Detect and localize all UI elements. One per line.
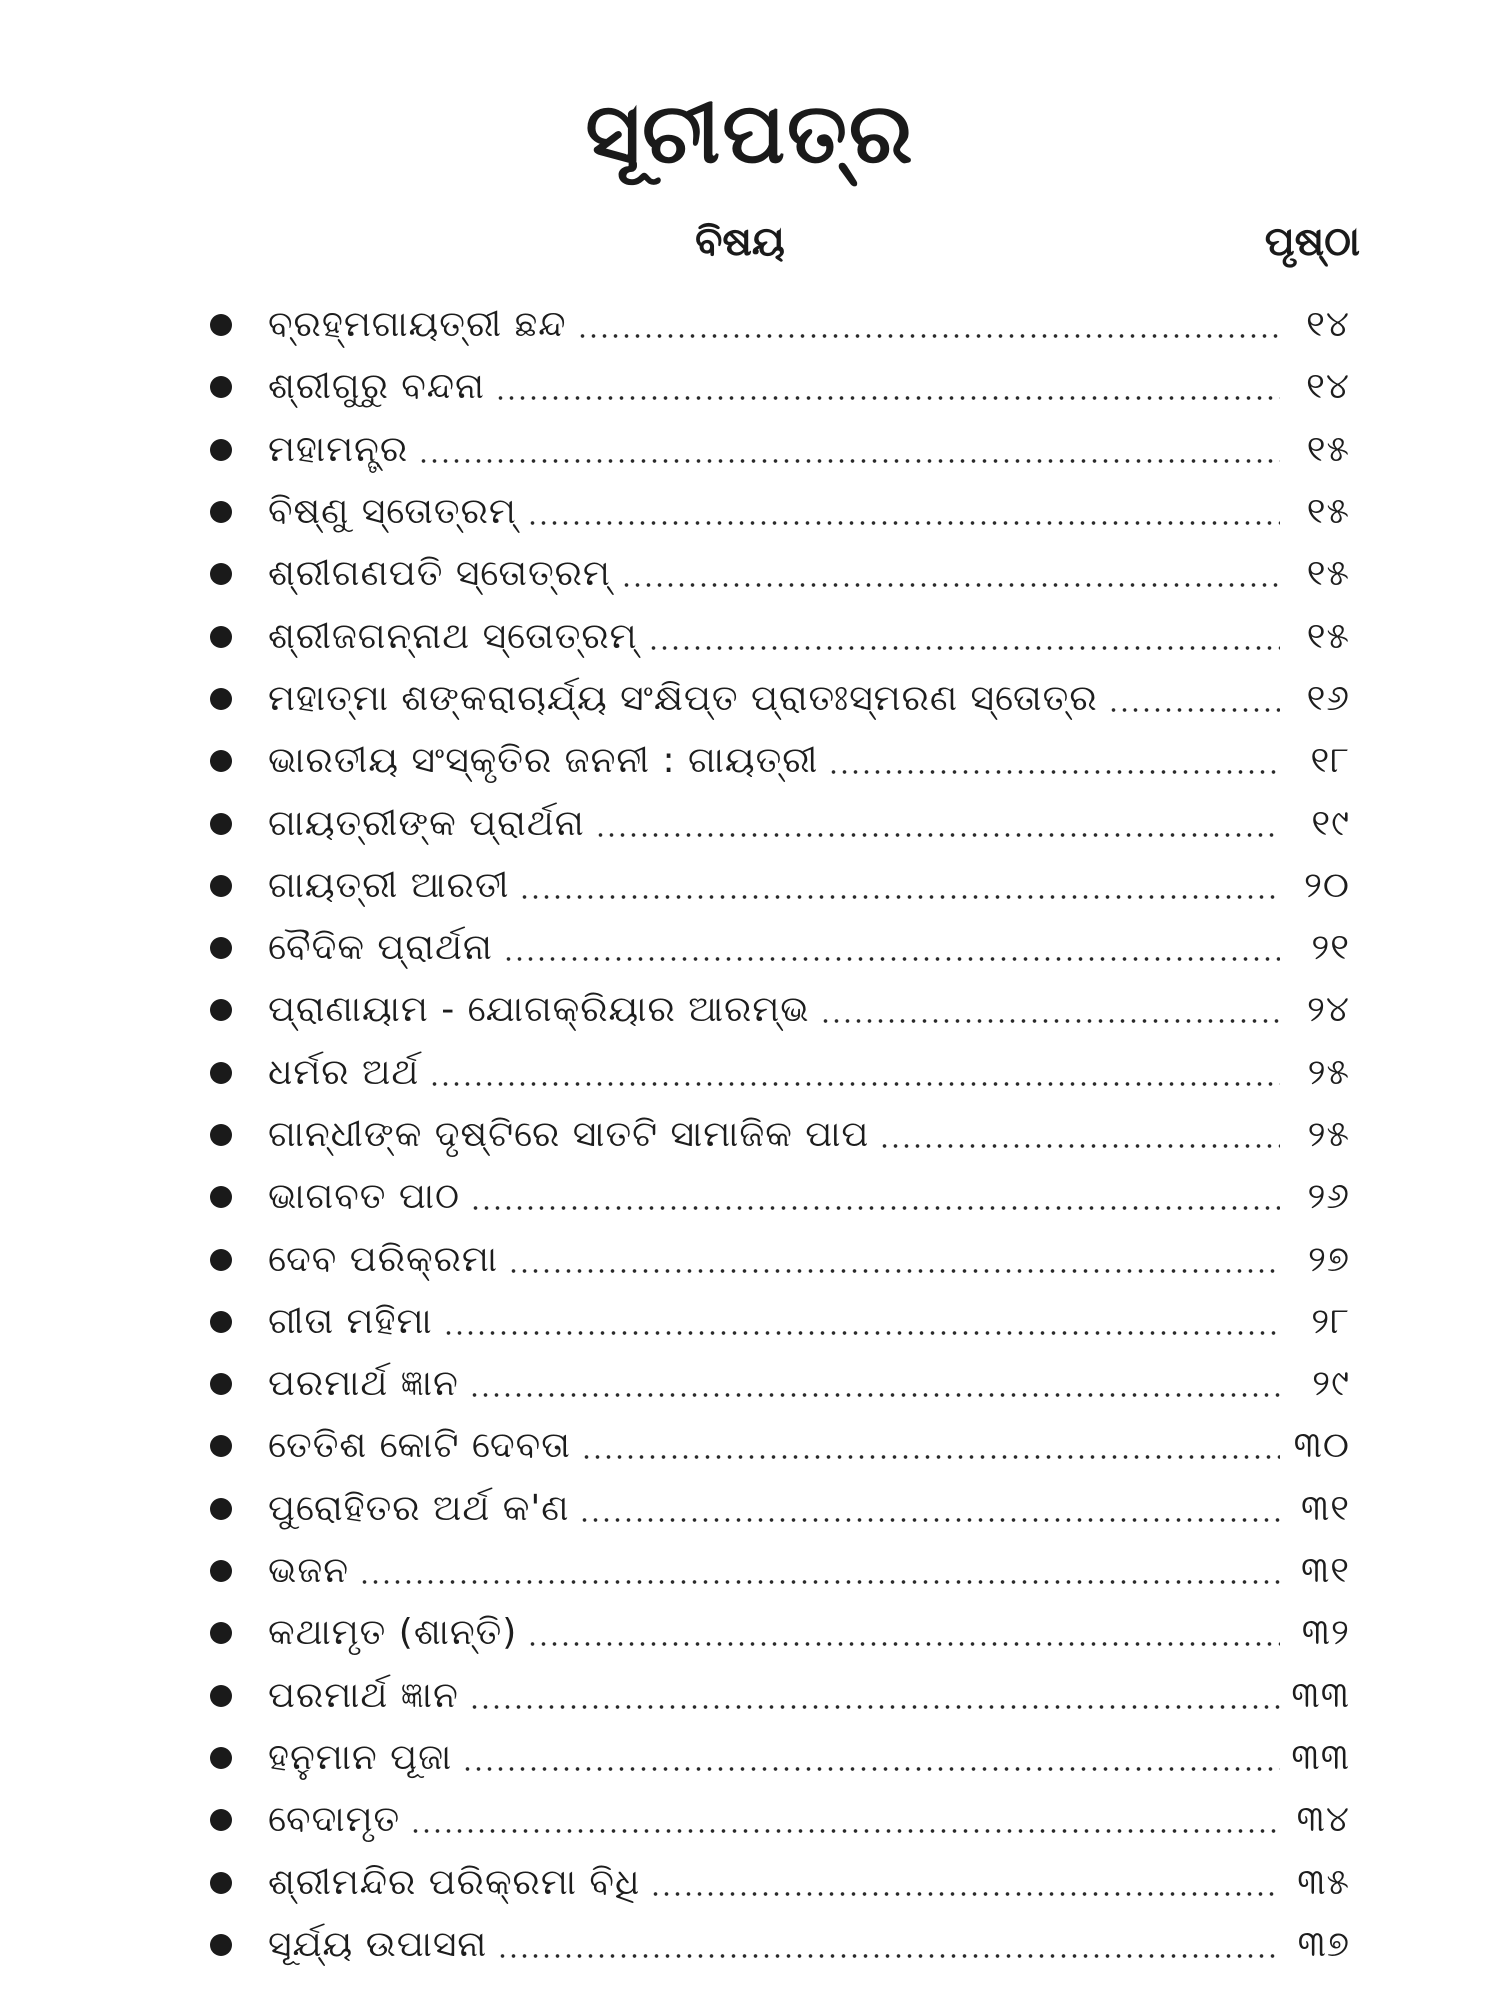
toc-entry — [210, 1228, 1350, 1290]
bullet-icon — [210, 1124, 232, 1146]
bullet-icon — [210, 1249, 232, 1271]
dot-leader — [508, 1269, 1280, 1273]
toc-entry-page: ୨୫ — [1307, 1114, 1350, 1155]
toc-entry — [210, 792, 1350, 854]
toc-entry-page: ୧୪ — [1306, 366, 1350, 408]
dot-leader — [527, 521, 1280, 525]
dot-leader — [828, 770, 1280, 774]
bullet-icon — [210, 1062, 232, 1084]
bullet-icon — [210, 1934, 232, 1956]
toc-entry — [210, 1104, 1350, 1166]
dot-leader — [443, 1331, 1280, 1335]
toc-entry — [210, 1665, 1350, 1727]
toc-entry — [210, 1415, 1350, 1477]
bullet-icon — [210, 875, 232, 897]
toc-entry-page: ୩୧ — [1300, 1487, 1350, 1529]
dot-leader — [621, 583, 1280, 587]
page-title: ସୂଚୀପତ୍ର — [585, 84, 915, 182]
dot-leader — [462, 1767, 1280, 1771]
toc-entry-title: ବୈଦିକ ପ୍ରାର୍ଥନା — [268, 927, 493, 969]
toc-entry-page: ୨୭ — [1308, 1238, 1350, 1280]
toc-entry — [210, 917, 1350, 979]
bullet-icon — [210, 626, 232, 648]
toc-entry-title: ଭାଗବତ ପାଠ — [268, 1176, 460, 1218]
bullet-icon — [210, 813, 232, 835]
toc-entry — [210, 1851, 1350, 1913]
toc-entry — [210, 1478, 1350, 1540]
bullet-icon — [210, 314, 232, 336]
toc-entry-page: ୨୪ — [1306, 989, 1350, 1031]
toc-entry-page: ୧୬ — [1306, 677, 1350, 719]
toc-entry-title: ଗୀତା ମହିମା — [268, 1300, 433, 1342]
toc-entry-title: ଦେବ ପରିକ୍ରମା — [268, 1238, 499, 1280]
toc-entry-page: ୩୩ — [1291, 1736, 1350, 1778]
toc-entry-page: ୩୪ — [1296, 1799, 1350, 1841]
toc-entry — [210, 481, 1350, 543]
dot-leader — [519, 895, 1280, 899]
toc-entry — [210, 1914, 1350, 1976]
toc-entry-page: ୨୦ — [1304, 864, 1350, 906]
dot-leader — [429, 1082, 1280, 1086]
toc-entry — [210, 1602, 1350, 1664]
bullet-icon — [210, 1622, 232, 1644]
bullet-icon — [210, 1311, 232, 1333]
toc-entry-page: ୧୫ — [1306, 428, 1350, 470]
toc-entry-page: ୨୬ — [1307, 1176, 1350, 1218]
bullet-icon — [210, 1373, 232, 1395]
toc-entry-page: ୩୫ — [1297, 1861, 1350, 1903]
toc-entry-title: ବେଦାମୃତ — [268, 1799, 401, 1841]
dot-leader — [579, 1518, 1280, 1522]
toc-entry-title: ଭଜନ — [268, 1550, 350, 1592]
dot-leader — [527, 1642, 1280, 1646]
toc-entry-title: ମହାତ୍ମା ଶଙ୍କରାଚାର୍ଯ୍ୟ ସଂକ୍ଷିପ୍ତ ପ୍ରାତଃସ୍ମରଣ ସ୍ତୋତ୍ର — [268, 677, 1098, 719]
dot-leader — [418, 459, 1280, 463]
toc-entry — [210, 605, 1350, 667]
toc-entry — [210, 1042, 1350, 1104]
toc-entry-title: ଧର୍ମର ଅର୍ଥ — [268, 1051, 420, 1093]
toc-entry — [210, 419, 1350, 481]
bullet-icon — [210, 501, 232, 523]
toc-entry-title: ସୂର୍ଯ୍ୟ ଉପାସନା — [268, 1923, 488, 1965]
toc-entry-page: ୧୫ — [1306, 615, 1350, 657]
bullet-icon — [210, 1186, 232, 1208]
toc-entry-title: କଥାମୃତ (ଶାନ୍ତି) — [268, 1612, 518, 1654]
toc-entry — [210, 1166, 1350, 1228]
dot-leader — [469, 1705, 1280, 1709]
toc-entry-title: ଗାୟତ୍ରୀଙ୍କ ପ୍ରାର୍ଥନା — [268, 802, 585, 844]
toc-entry-page: ୨୫ — [1307, 1051, 1350, 1093]
toc-entry-page: ୧୯ — [1311, 802, 1350, 844]
toc-entry-title: ଶ୍ରୀଗୁରୁ ବନ୍ଦନା — [268, 366, 485, 408]
table-of-contents — [210, 294, 1350, 1976]
toc-entry-page: ୩୭ — [1297, 1923, 1350, 1965]
dot-leader — [581, 1455, 1280, 1459]
toc-entry — [210, 294, 1350, 356]
toc-entry — [210, 1789, 1350, 1851]
toc-entry — [210, 855, 1350, 917]
toc-entry-page: ୧୫ — [1306, 491, 1350, 533]
toc-entry-title: ବିଷ୍ଣୁ ସ୍ତୋତ୍ରମ୍ — [268, 491, 517, 533]
toc-entry-title: ଗାନ୍ଧୀଙ୍କ ଦୃଷ୍ଟିରେ ସାତଟି ସାମାଜିକ ପାପ — [268, 1114, 870, 1155]
bullet-icon — [210, 1435, 232, 1457]
bullet-icon — [210, 1560, 232, 1582]
toc-entry-title: ବ୍ରହ୍ମଗାୟତ୍ରୀ ଛନ୍ଦ — [268, 304, 567, 346]
toc-entry-page: ୧୫ — [1306, 553, 1350, 595]
toc-entry-title: ମହାମନ୍ତ୍ର — [268, 428, 409, 470]
toc-entry — [210, 1353, 1350, 1415]
toc-entry-title: ତେତିଶ କୋଟି ଦେବତା — [268, 1425, 571, 1467]
dot-leader — [595, 833, 1280, 837]
toc-entry — [210, 1727, 1350, 1789]
dot-leader — [820, 1019, 1280, 1023]
toc-entry-page: ୨୯ — [1312, 1363, 1350, 1405]
bullet-icon — [210, 1809, 232, 1831]
toc-entry-page: ୩୦ — [1293, 1425, 1350, 1467]
toc-entry-title: ପରମାର୍ଥ ଜ୍ଞାନ — [268, 1674, 459, 1716]
dot-leader — [650, 1892, 1280, 1896]
toc-entry-page: ୩୨ — [1301, 1612, 1350, 1654]
dot-leader — [410, 1829, 1280, 1833]
subject-column-header: ବିଷୟ — [695, 219, 785, 265]
bullet-icon — [210, 1498, 232, 1520]
dot-leader — [577, 334, 1280, 338]
toc-entry-title: ଶ୍ରୀଜଗନ୍ନାଥ ସ୍ତୋତ୍ରମ୍ — [268, 615, 638, 657]
toc-entry-page: ୨୧ — [1311, 927, 1350, 969]
bullet-icon — [210, 563, 232, 585]
toc-entry-title: ଭାରତୀୟ ସଂସ୍କୃତିର ଜନନୀ : ଗାୟତ୍ରୀ — [268, 740, 819, 782]
toc-entry-page: ୧୮ — [1310, 740, 1350, 782]
toc-entry-title: ଶ୍ରୀଗଣପତି ସ୍ତୋତ୍ରମ୍ — [268, 553, 611, 595]
bullet-icon — [210, 1685, 232, 1707]
bullet-icon — [210, 1872, 232, 1894]
toc-entry — [210, 730, 1350, 792]
toc-entry — [210, 979, 1350, 1041]
bullet-icon — [210, 999, 232, 1021]
toc-entry-title: ପରମାର୍ଥ ଜ୍ଞାନ — [268, 1363, 459, 1405]
bullet-icon — [210, 376, 232, 398]
page-column-header: ପୃଷ୍ଠା — [1264, 219, 1360, 265]
dot-leader — [648, 646, 1280, 650]
dot-leader — [503, 957, 1280, 961]
toc-entry-title: ପ୍ରାଣାୟାମ - ଯୋଗକ୍ରିୟାର ଆରମ୍ଭ — [268, 989, 810, 1031]
toc-entry-page: ୨୮ — [1311, 1300, 1350, 1342]
toc-entry — [210, 1291, 1350, 1353]
dot-leader — [1108, 708, 1280, 712]
bullet-icon — [210, 688, 232, 710]
toc-entry-page: ୩୩ — [1291, 1674, 1350, 1716]
dot-leader — [359, 1580, 1280, 1584]
dot-leader — [497, 1954, 1280, 1958]
dot-leader — [470, 1206, 1280, 1210]
bullet-icon — [210, 439, 232, 461]
toc-entry — [210, 1540, 1350, 1602]
toc-entry-title: ଗାୟତ୍ରୀ ଆରତୀ — [268, 864, 510, 906]
toc-entry — [210, 543, 1350, 605]
bullet-icon — [210, 937, 232, 959]
toc-entry-page: ୧୪ — [1306, 304, 1350, 346]
dot-leader — [495, 396, 1280, 400]
toc-entry-title: ଶ୍ରୀମନ୍ଦିର ପରିକ୍ରମା ବିଧି — [268, 1861, 641, 1903]
dot-leader — [879, 1144, 1280, 1148]
bullet-icon — [210, 750, 232, 772]
toc-entry — [210, 356, 1350, 418]
bullet-icon — [210, 1747, 232, 1769]
toc-entry — [210, 668, 1350, 730]
dot-leader — [469, 1393, 1280, 1397]
toc-entry-title: ହନୁମାନ ପୂଜା — [268, 1736, 453, 1778]
toc-entry-title: ପୁରୋହିତର ଅର୍ଥ କ'ଣ — [268, 1487, 570, 1529]
toc-entry-page: ୩୧ — [1300, 1550, 1350, 1592]
